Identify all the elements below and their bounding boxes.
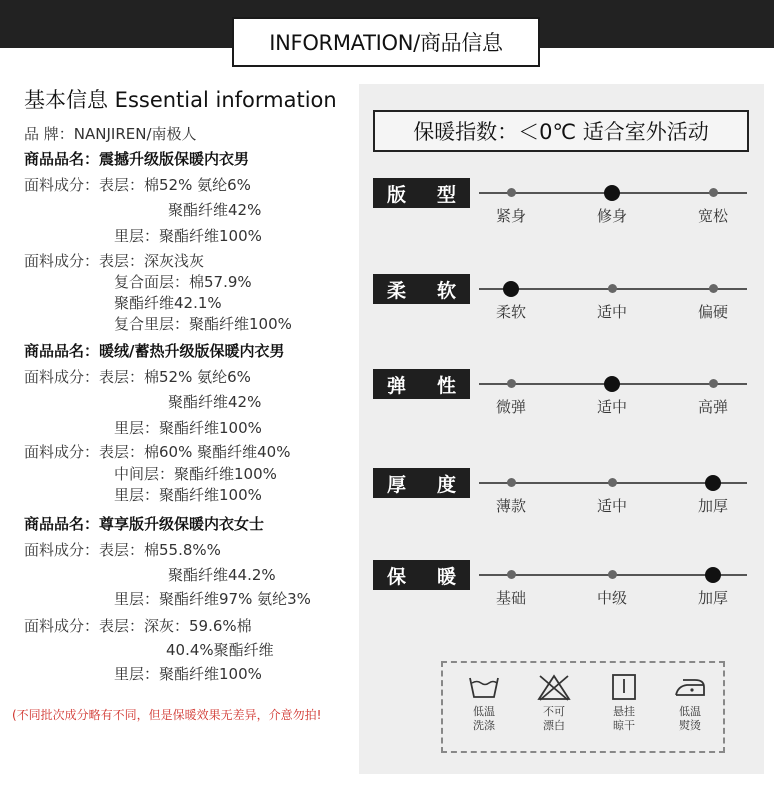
scale-dot-selected [705, 475, 721, 491]
fabric-row: 中间层：聚酯纤维100% [114, 465, 277, 483]
scale-dot [608, 570, 617, 579]
iron-icon [673, 673, 707, 701]
scale-tick: 紧身 [495, 207, 526, 225]
no-bleach-icon [537, 673, 571, 701]
scale-dot [608, 478, 617, 487]
warmth-index: 保暖指数：＜0℃ 适合室外活动 [373, 110, 749, 152]
wash-tub-icon [467, 673, 501, 701]
care-item [599, 673, 649, 733]
scale-label-char: 厚 [387, 473, 407, 496]
disclaimer-note: (不同批次成分略有不同，但是保暖效果无差异，介意勿拍! [12, 708, 322, 722]
scale-tick: 修身 [596, 207, 627, 225]
scale-tick: 偏硬 [697, 303, 728, 321]
scale-tick: 高弹 [697, 398, 728, 416]
fit-scale [373, 178, 753, 238]
scale-tick: 加厚 [697, 589, 728, 607]
scale-tick: 适中 [596, 497, 627, 515]
scale-dot-selected [604, 185, 620, 201]
fabric-row: 复合里层：聚酯纤维100% [114, 315, 292, 333]
fabric-row: 聚酯纤维42.1% [114, 294, 222, 312]
scale-label [373, 274, 470, 304]
scale-label [373, 369, 470, 399]
fabric-row: 面料成分：表层：棉52% 氨纶6% [24, 176, 251, 194]
care-label: 悬挂 [613, 705, 635, 718]
care-label: 低温 [679, 705, 701, 718]
scale-dot-selected [705, 567, 721, 583]
care-label: 熨烫 [679, 719, 701, 732]
section-title: 基本信息 Essential information [24, 88, 337, 112]
scale-tick: 基础 [495, 589, 526, 607]
scale-label-char: 保 [387, 565, 407, 588]
fabric-row: 面料成分：表层：棉52% 氨纶6% [24, 368, 251, 386]
scale-tick: 宽松 [697, 207, 728, 225]
care-item [529, 673, 579, 733]
scale-label-char: 型 [436, 183, 456, 206]
brand-row: 品 牌：NANJIREN/南极人 [24, 125, 197, 143]
scale-dot [507, 188, 516, 197]
scale-label-char: 版 [387, 183, 407, 206]
scale-label [373, 560, 470, 590]
scale-dot [507, 570, 516, 579]
care-item [459, 673, 509, 733]
product-name-row: 商品品名：震撼升级版保暖内衣男 [24, 150, 250, 168]
scale-label-char: 软 [436, 279, 456, 302]
fabric-row: 复合面层：棉57.9% [114, 273, 252, 291]
fabric-row: 聚酯纤维44.2% [168, 566, 276, 584]
scale-label [373, 468, 470, 498]
fabric-row: 里层：聚酯纤维100% [114, 486, 262, 504]
care-label: 洗涤 [473, 719, 495, 732]
scale-label-char: 度 [436, 473, 456, 496]
product-name-row: 商品品名：尊享版升级保暖内衣女士 [24, 515, 265, 533]
thickness-scale [373, 468, 753, 528]
care-label: 晾干 [613, 719, 635, 732]
scale-tick: 加厚 [697, 497, 728, 515]
scale-label-char: 性 [436, 374, 456, 397]
fabric-row: 里层：聚酯纤维100% [114, 665, 262, 683]
fabric-row: 面料成分：表层：棉60% 聚酯纤维40% [24, 443, 291, 461]
page-title: INFORMATION/商品信息 [232, 17, 540, 67]
scale-dot [709, 379, 718, 388]
fabric-row: 面料成分：表层：棉55.8%% [24, 541, 221, 559]
care-item [665, 673, 715, 733]
scale-tick: 柔软 [495, 303, 526, 321]
scale-dot [507, 478, 516, 487]
fabric-row: 面料成分：表层：深灰浅灰 [24, 252, 205, 270]
softness-scale [373, 274, 753, 334]
care-instructions [441, 661, 725, 753]
scale-dot-selected [503, 281, 519, 297]
scale-tick: 适中 [596, 303, 627, 321]
scale-tick: 适中 [596, 398, 627, 416]
scale-dot [608, 284, 617, 293]
fabric-row: 聚酯纤维42% [168, 201, 262, 219]
scale-tick: 薄款 [495, 497, 526, 515]
scale-label-char: 弹 [387, 374, 407, 397]
scale-dot-selected [604, 376, 620, 392]
scale-tick: 中级 [596, 589, 627, 607]
scale-dot [507, 379, 516, 388]
fabric-row: 里层：聚酯纤维100% [114, 227, 262, 245]
hang-dry-icon [607, 673, 641, 701]
warmth-scale [373, 560, 753, 620]
fabric-row: 里层：聚酯纤维100% [114, 419, 262, 437]
scale-dot [709, 188, 718, 197]
scale-label-char: 暖 [436, 565, 456, 588]
fabric-row: 面料成分：表层：深灰：59.6%棉 [24, 617, 252, 635]
scale-tick: 微弹 [495, 398, 526, 416]
care-label: 不可 [543, 705, 565, 718]
care-label: 低温 [473, 705, 495, 718]
product-name-row: 商品品名：暖绒/蓄热升级版保暖内衣男 [24, 342, 285, 360]
scale-label [373, 178, 470, 208]
fabric-row: 里层：聚酯纤维97% 氨纶3% [114, 590, 311, 608]
scale-dot [709, 284, 718, 293]
scale-label-char: 柔 [387, 279, 407, 302]
care-label: 漂白 [543, 719, 565, 732]
fabric-row: 40.4%聚酯纤维 [166, 641, 274, 659]
elasticity-scale [373, 369, 753, 429]
fabric-row: 聚酯纤维42% [168, 393, 262, 411]
attributes-panel [359, 84, 764, 774]
